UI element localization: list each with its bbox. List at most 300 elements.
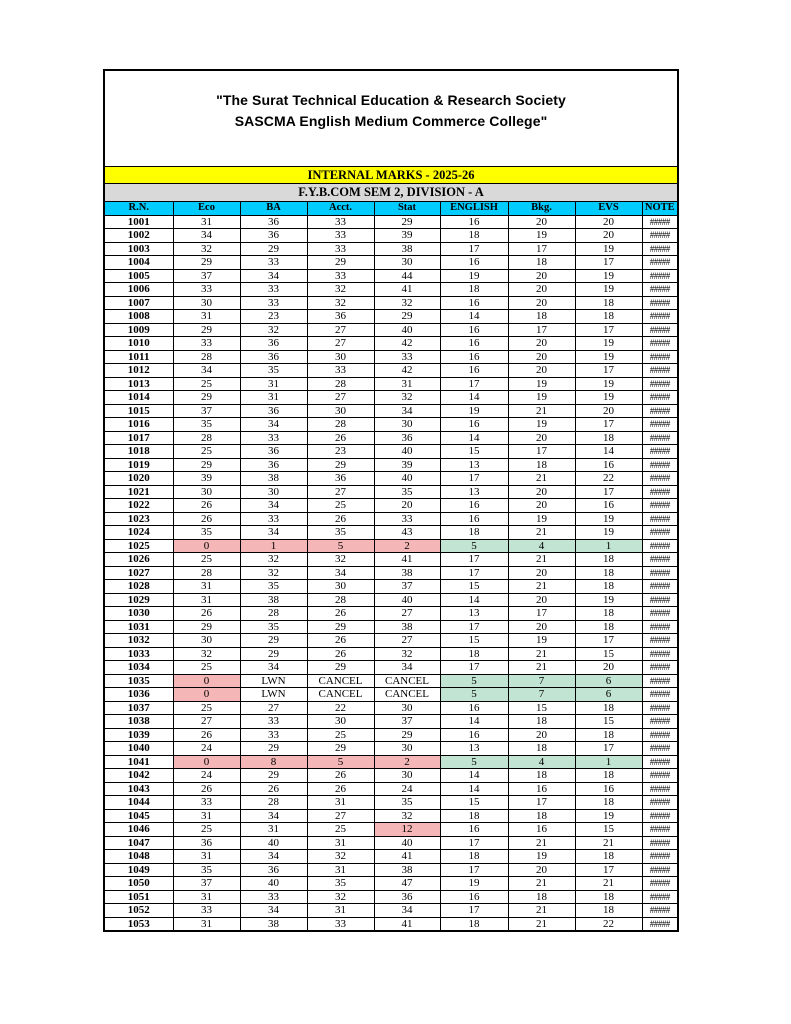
cell-bkg: 16 xyxy=(508,782,575,796)
cell-rn: 1043 xyxy=(105,782,173,796)
cell-bkg: 4 xyxy=(508,755,575,769)
cell-stat: 30 xyxy=(374,418,440,432)
cell-ba: 36 xyxy=(240,350,307,364)
cell-stat: 20 xyxy=(374,499,440,513)
cell-rn: 1014 xyxy=(105,391,173,405)
marks-table xyxy=(105,202,677,930)
cell-english: 15 xyxy=(440,445,508,459)
cell-eco: 26 xyxy=(173,607,240,621)
cell-ba: 23 xyxy=(240,310,307,324)
table-row xyxy=(105,283,677,297)
cell-stat: 42 xyxy=(374,337,440,351)
cell-stat: 44 xyxy=(374,269,440,283)
cell-note: ##### xyxy=(642,553,677,567)
cell-note: ##### xyxy=(642,728,677,742)
cell-english: 13 xyxy=(440,485,508,499)
table-row xyxy=(105,593,677,607)
cell-bkg: 20 xyxy=(508,215,575,229)
cell-rn: 1011 xyxy=(105,350,173,364)
cell-ba: 34 xyxy=(240,904,307,918)
cell-note: ##### xyxy=(642,809,677,823)
cell-rn: 1022 xyxy=(105,499,173,513)
cell-acct: CANCEL xyxy=(307,674,374,688)
cell-acct: 30 xyxy=(307,404,374,418)
cell-eco: 31 xyxy=(173,917,240,930)
cell-note: ##### xyxy=(642,364,677,378)
cell-eco: 33 xyxy=(173,337,240,351)
cell-ba: 34 xyxy=(240,526,307,540)
cell-eco: 25 xyxy=(173,377,240,391)
cell-stat: 38 xyxy=(374,620,440,634)
cell-eco: 32 xyxy=(173,647,240,661)
cell-stat: 41 xyxy=(374,553,440,567)
cell-english: 16 xyxy=(440,728,508,742)
cell-bkg: 20 xyxy=(508,728,575,742)
cell-rn: 1030 xyxy=(105,607,173,621)
cell-eco: 39 xyxy=(173,472,240,486)
cell-bkg: 19 xyxy=(508,391,575,405)
cell-stat: 42 xyxy=(374,364,440,378)
cell-evs: 18 xyxy=(575,850,642,864)
cell-bkg: 20 xyxy=(508,431,575,445)
cell-eco: 0 xyxy=(173,755,240,769)
table-row xyxy=(105,377,677,391)
cell-english: 16 xyxy=(440,890,508,904)
cell-ba: 28 xyxy=(240,607,307,621)
cell-note: ##### xyxy=(642,458,677,472)
cell-english: 16 xyxy=(440,215,508,229)
cell-eco: 30 xyxy=(173,485,240,499)
cell-acct: 27 xyxy=(307,391,374,405)
cell-stat: 40 xyxy=(374,836,440,850)
cell-eco: 37 xyxy=(173,877,240,891)
table-row xyxy=(105,364,677,378)
cell-eco: 31 xyxy=(173,809,240,823)
cell-note: ##### xyxy=(642,647,677,661)
cell-rn: 1037 xyxy=(105,701,173,715)
cell-rn: 1031 xyxy=(105,620,173,634)
cell-acct: 25 xyxy=(307,499,374,513)
cell-rn: 1028 xyxy=(105,580,173,594)
cell-note: ##### xyxy=(642,566,677,580)
cell-eco: 29 xyxy=(173,256,240,270)
cell-rn: 1050 xyxy=(105,877,173,891)
cell-acct: 30 xyxy=(307,715,374,729)
cell-stat: 30 xyxy=(374,769,440,783)
cell-eco: 27 xyxy=(173,715,240,729)
cell-rn: 1013 xyxy=(105,377,173,391)
cell-eco: 25 xyxy=(173,701,240,715)
cell-note: ##### xyxy=(642,850,677,864)
cell-rn: 1012 xyxy=(105,364,173,378)
cell-eco: 31 xyxy=(173,310,240,324)
table-row xyxy=(105,431,677,445)
cell-note: ##### xyxy=(642,688,677,702)
cell-english: 18 xyxy=(440,809,508,823)
cell-english: 18 xyxy=(440,647,508,661)
cell-acct: 31 xyxy=(307,836,374,850)
cell-rn: 1034 xyxy=(105,661,173,675)
cell-ba: 38 xyxy=(240,917,307,930)
cell-english: 17 xyxy=(440,904,508,918)
cell-bkg: 20 xyxy=(508,485,575,499)
cell-stat: 41 xyxy=(374,283,440,297)
cell-acct: 25 xyxy=(307,823,374,837)
cell-acct: 30 xyxy=(307,350,374,364)
cell-rn: 1009 xyxy=(105,323,173,337)
cell-bkg: 17 xyxy=(508,796,575,810)
cell-ba: 29 xyxy=(240,647,307,661)
cell-evs: 18 xyxy=(575,310,642,324)
cell-evs: 6 xyxy=(575,674,642,688)
column-header: Acct. xyxy=(307,202,374,215)
cell-ba: 36 xyxy=(240,215,307,229)
table-row xyxy=(105,647,677,661)
cell-acct: 32 xyxy=(307,553,374,567)
cell-english: 14 xyxy=(440,782,508,796)
cell-rn: 1040 xyxy=(105,742,173,756)
cell-english: 13 xyxy=(440,458,508,472)
cell-evs: 16 xyxy=(575,458,642,472)
cell-ba: 35 xyxy=(240,620,307,634)
cell-english: 15 xyxy=(440,634,508,648)
cell-rn: 1003 xyxy=(105,242,173,256)
cell-bkg: 18 xyxy=(508,715,575,729)
cell-ba: 34 xyxy=(240,850,307,864)
cell-bkg: 19 xyxy=(508,634,575,648)
cell-bkg: 20 xyxy=(508,593,575,607)
cell-ba: 32 xyxy=(240,566,307,580)
cell-stat: 34 xyxy=(374,904,440,918)
cell-stat: 24 xyxy=(374,782,440,796)
cell-eco: 31 xyxy=(173,580,240,594)
cell-note: ##### xyxy=(642,917,677,930)
cell-ba: 33 xyxy=(240,296,307,310)
cell-evs: 17 xyxy=(575,863,642,877)
cell-acct: 33 xyxy=(307,364,374,378)
cell-bkg: 20 xyxy=(508,269,575,283)
cell-english: 18 xyxy=(440,850,508,864)
cell-note: ##### xyxy=(642,593,677,607)
cell-stat: 29 xyxy=(374,215,440,229)
table-row xyxy=(105,539,677,553)
cell-evs: 20 xyxy=(575,661,642,675)
cell-bkg: 21 xyxy=(508,580,575,594)
society-name: "The Surat Technical Education & Research Society xyxy=(216,92,566,108)
cell-bkg: 21 xyxy=(508,404,575,418)
column-header: NOTE xyxy=(642,202,677,215)
internal-marks-banner: INTERNAL MARKS - 2025-26 xyxy=(105,167,677,184)
cell-note: ##### xyxy=(642,877,677,891)
column-header: EVS xyxy=(575,202,642,215)
table-row xyxy=(105,715,677,729)
table-row xyxy=(105,769,677,783)
cell-stat: 31 xyxy=(374,377,440,391)
cell-ba: 33 xyxy=(240,728,307,742)
cell-rn: 1051 xyxy=(105,890,173,904)
table-row xyxy=(105,890,677,904)
cell-evs: 17 xyxy=(575,418,642,432)
cell-evs: 21 xyxy=(575,836,642,850)
table-row xyxy=(105,580,677,594)
table-row xyxy=(105,661,677,675)
table-row xyxy=(105,607,677,621)
cell-evs: 15 xyxy=(575,823,642,837)
cell-evs: 21 xyxy=(575,877,642,891)
cell-bkg: 18 xyxy=(508,890,575,904)
cell-evs: 16 xyxy=(575,782,642,796)
table-row xyxy=(105,782,677,796)
cell-evs: 18 xyxy=(575,620,642,634)
cell-stat: 40 xyxy=(374,323,440,337)
cell-rn: 1049 xyxy=(105,863,173,877)
cell-acct: 26 xyxy=(307,782,374,796)
table-row xyxy=(105,701,677,715)
cell-note: ##### xyxy=(642,242,677,256)
cell-acct: 33 xyxy=(307,229,374,243)
cell-ba: 40 xyxy=(240,877,307,891)
cell-note: ##### xyxy=(642,742,677,756)
cell-stat: 34 xyxy=(374,661,440,675)
cell-bkg: 17 xyxy=(508,607,575,621)
cell-ba: 34 xyxy=(240,418,307,432)
cell-evs: 14 xyxy=(575,445,642,459)
cell-english: 18 xyxy=(440,283,508,297)
table-row xyxy=(105,323,677,337)
cell-evs: 6 xyxy=(575,688,642,702)
cell-stat: 38 xyxy=(374,566,440,580)
cell-evs: 16 xyxy=(575,499,642,513)
cell-evs: 17 xyxy=(575,323,642,337)
cell-acct: 31 xyxy=(307,863,374,877)
cell-evs: 19 xyxy=(575,350,642,364)
cell-english: 16 xyxy=(440,499,508,513)
cell-acct: 26 xyxy=(307,769,374,783)
cell-stat: 35 xyxy=(374,796,440,810)
cell-acct: 22 xyxy=(307,701,374,715)
cell-ba: 29 xyxy=(240,769,307,783)
cell-evs: 17 xyxy=(575,364,642,378)
cell-rn: 1020 xyxy=(105,472,173,486)
cell-stat: 36 xyxy=(374,431,440,445)
cell-bkg: 20 xyxy=(508,350,575,364)
cell-stat: 33 xyxy=(374,350,440,364)
cell-ba: 40 xyxy=(240,836,307,850)
column-header-row xyxy=(105,202,677,215)
table-row xyxy=(105,620,677,634)
cell-ba: 33 xyxy=(240,512,307,526)
cell-rn: 1046 xyxy=(105,823,173,837)
cell-stat: 36 xyxy=(374,890,440,904)
cell-acct: 26 xyxy=(307,431,374,445)
cell-eco: 25 xyxy=(173,553,240,567)
cell-note: ##### xyxy=(642,904,677,918)
cell-note: ##### xyxy=(642,796,677,810)
cell-stat: 27 xyxy=(374,634,440,648)
cell-stat: 40 xyxy=(374,472,440,486)
cell-note: ##### xyxy=(642,674,677,688)
cell-acct: 5 xyxy=(307,755,374,769)
cell-rn: 1005 xyxy=(105,269,173,283)
cell-eco: 33 xyxy=(173,283,240,297)
cell-acct: 35 xyxy=(307,526,374,540)
cell-bkg: 20 xyxy=(508,620,575,634)
cell-bkg: 19 xyxy=(508,418,575,432)
cell-eco: 0 xyxy=(173,539,240,553)
cell-evs: 15 xyxy=(575,647,642,661)
cell-eco: 35 xyxy=(173,863,240,877)
cell-note: ##### xyxy=(642,755,677,769)
cell-eco: 34 xyxy=(173,229,240,243)
table-row xyxy=(105,850,677,864)
cell-evs: 19 xyxy=(575,269,642,283)
cell-bkg: 20 xyxy=(508,283,575,297)
cell-evs: 17 xyxy=(575,634,642,648)
cell-rn: 1018 xyxy=(105,445,173,459)
table-row xyxy=(105,256,677,270)
cell-evs: 19 xyxy=(575,593,642,607)
cell-evs: 18 xyxy=(575,701,642,715)
cell-english: 16 xyxy=(440,296,508,310)
cell-bkg: 19 xyxy=(508,512,575,526)
cell-eco: 32 xyxy=(173,242,240,256)
cell-bkg: 21 xyxy=(508,836,575,850)
cell-english: 17 xyxy=(440,836,508,850)
cell-acct: 29 xyxy=(307,458,374,472)
cell-note: ##### xyxy=(642,823,677,837)
cell-stat: 39 xyxy=(374,458,440,472)
cell-english: 15 xyxy=(440,580,508,594)
cell-stat: 43 xyxy=(374,526,440,540)
cell-rn: 1053 xyxy=(105,917,173,930)
column-header: BA xyxy=(240,202,307,215)
cell-rn: 1019 xyxy=(105,458,173,472)
cell-bkg: 7 xyxy=(508,688,575,702)
cell-acct: 5 xyxy=(307,539,374,553)
cell-rn: 1006 xyxy=(105,283,173,297)
cell-english: 14 xyxy=(440,310,508,324)
cell-acct: 34 xyxy=(307,566,374,580)
cell-english: 16 xyxy=(440,418,508,432)
table-row xyxy=(105,917,677,930)
cell-stat: 34 xyxy=(374,404,440,418)
cell-stat: 40 xyxy=(374,593,440,607)
cell-english: 13 xyxy=(440,742,508,756)
cell-bkg: 20 xyxy=(508,499,575,513)
cell-rn: 1021 xyxy=(105,485,173,499)
cell-english: 5 xyxy=(440,755,508,769)
cell-note: ##### xyxy=(642,890,677,904)
cell-english: 14 xyxy=(440,715,508,729)
cell-eco: 34 xyxy=(173,364,240,378)
cell-acct: 26 xyxy=(307,647,374,661)
cell-eco: 0 xyxy=(173,688,240,702)
cell-bkg: 4 xyxy=(508,539,575,553)
marks-table-body xyxy=(105,215,677,930)
cell-english: 16 xyxy=(440,323,508,337)
cell-stat: 38 xyxy=(374,242,440,256)
table-row xyxy=(105,229,677,243)
cell-acct: 33 xyxy=(307,242,374,256)
cell-ba: 33 xyxy=(240,256,307,270)
cell-ba: 36 xyxy=(240,337,307,351)
cell-note: ##### xyxy=(642,377,677,391)
cell-rn: 1008 xyxy=(105,310,173,324)
cell-rn: 1042 xyxy=(105,769,173,783)
cell-eco: 29 xyxy=(173,391,240,405)
cell-eco: 31 xyxy=(173,850,240,864)
cell-stat: 35 xyxy=(374,485,440,499)
column-header: R.N. xyxy=(105,202,173,215)
cell-stat: 29 xyxy=(374,310,440,324)
division-banner: F.Y.B.COM SEM 2, DIVISION - A xyxy=(105,184,677,202)
cell-rn: 1016 xyxy=(105,418,173,432)
cell-ba: 38 xyxy=(240,593,307,607)
cell-evs: 1 xyxy=(575,755,642,769)
cell-evs: 18 xyxy=(575,607,642,621)
cell-english: 17 xyxy=(440,620,508,634)
cell-evs: 19 xyxy=(575,809,642,823)
cell-ba: 33 xyxy=(240,283,307,297)
cell-rn: 1036 xyxy=(105,688,173,702)
cell-ba: 36 xyxy=(240,863,307,877)
cell-ba: 29 xyxy=(240,242,307,256)
cell-evs: 15 xyxy=(575,715,642,729)
cell-eco: 24 xyxy=(173,742,240,756)
cell-evs: 19 xyxy=(575,337,642,351)
cell-rn: 1052 xyxy=(105,904,173,918)
cell-stat: 32 xyxy=(374,809,440,823)
cell-eco: 25 xyxy=(173,661,240,675)
cell-acct: 30 xyxy=(307,580,374,594)
cell-rn: 1026 xyxy=(105,553,173,567)
cell-english: 17 xyxy=(440,472,508,486)
cell-acct: 25 xyxy=(307,728,374,742)
cell-eco: 37 xyxy=(173,269,240,283)
cell-bkg: 17 xyxy=(508,323,575,337)
cell-eco: 31 xyxy=(173,593,240,607)
cell-evs: 19 xyxy=(575,391,642,405)
cell-ba: 33 xyxy=(240,890,307,904)
cell-rn: 1010 xyxy=(105,337,173,351)
cell-stat: 41 xyxy=(374,850,440,864)
table-row xyxy=(105,674,677,688)
cell-note: ##### xyxy=(642,256,677,270)
cell-stat: 41 xyxy=(374,917,440,930)
cell-acct: CANCEL xyxy=(307,688,374,702)
cell-note: ##### xyxy=(642,634,677,648)
cell-ba: 34 xyxy=(240,499,307,513)
cell-stat: 32 xyxy=(374,391,440,405)
cell-eco: 26 xyxy=(173,782,240,796)
cell-acct: 33 xyxy=(307,215,374,229)
cell-evs: 18 xyxy=(575,769,642,783)
cell-ba: 32 xyxy=(240,553,307,567)
cell-stat: 30 xyxy=(374,742,440,756)
cell-note: ##### xyxy=(642,404,677,418)
cell-acct: 32 xyxy=(307,283,374,297)
column-header: ENGLISH xyxy=(440,202,508,215)
cell-note: ##### xyxy=(642,769,677,783)
cell-english: 5 xyxy=(440,539,508,553)
cell-note: ##### xyxy=(642,431,677,445)
cell-note: ##### xyxy=(642,701,677,715)
cell-note: ##### xyxy=(642,863,677,877)
cell-english: 5 xyxy=(440,674,508,688)
cell-evs: 20 xyxy=(575,404,642,418)
cell-bkg: 18 xyxy=(508,310,575,324)
cell-ba: 31 xyxy=(240,823,307,837)
